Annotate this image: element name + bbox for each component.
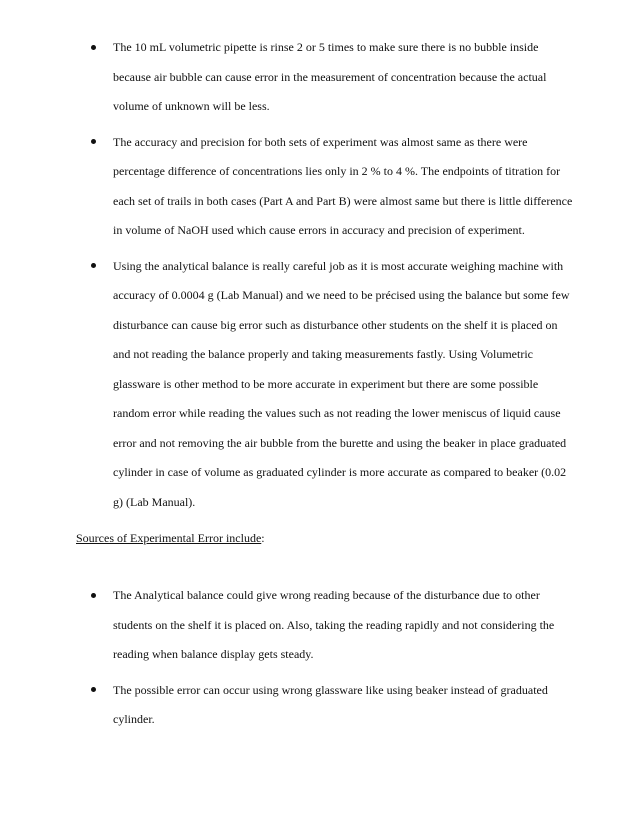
sources-heading	[76, 528, 265, 548]
observation-item-pipette	[0, 33, 573, 122]
observations-list	[0, 33, 638, 523]
source-text: The Analytical balance could give wrong reading because of the disturbance due to other students on the shelf it is placed on. Also, taking the reading rapidly and not considering the reading when balance display gets steady.	[113, 588, 555, 661]
observation-item-balance	[0, 252, 573, 518]
observation-text: The accuracy and precision for both sets of experiment was almost same as there were percentage difference of concentrations lies only in 2 % to 4 %. The endpoints of titration for each set of trails in both cases (Part A and Part B) were almost same but there is little difference in volume of NaOH used which cause errors in accuracy and precision of experiment.	[113, 134, 573, 237]
bullet-icon	[91, 139, 96, 144]
source-item-glassware	[0, 676, 573, 735]
bullet-icon	[91, 687, 96, 692]
bullet-icon	[91, 263, 96, 268]
bullet-icon	[91, 593, 96, 598]
sources-list	[0, 581, 638, 741]
bullet-icon	[91, 45, 96, 50]
source-item-balance	[0, 581, 573, 670]
sources-heading-colon: :	[261, 531, 265, 545]
observation-text: The 10 mL volumetric pipette is rinse 2 or 5 times to make sure there is no bubble inside because air bubble can cause error in the measurement of concentration because the actual volume of unknown will be less.	[113, 40, 547, 113]
source-text: The possible error can occur using wrong glassware like using beaker instead of graduated cylinder.	[113, 682, 548, 726]
sources-heading-text: Sources of Experimental Error include	[76, 531, 262, 545]
observation-item-accuracy	[0, 128, 573, 246]
observation-text: Using the analytical balance is really careful job as it is most accurate weighing machine with accuracy of 0.0004 g (Lab Manual) and we need to be précised using the balance but some few disturbance can cause big error such as disturbance other students on the shelf it is placed on and not reading the balance properly and taking measurements fastly. Using Volumetric glassware is other method to be more accurate in experiment but there are some possible random error while reading the values such as not reading the lower meniscus of liquid cause error and not removing the air bubble from the burette and using the beaker in place graduated cylinder in case of volume as graduated cylinder is more accurate as compared to beaker (0.02 g) (Lab Manual).	[113, 258, 570, 509]
